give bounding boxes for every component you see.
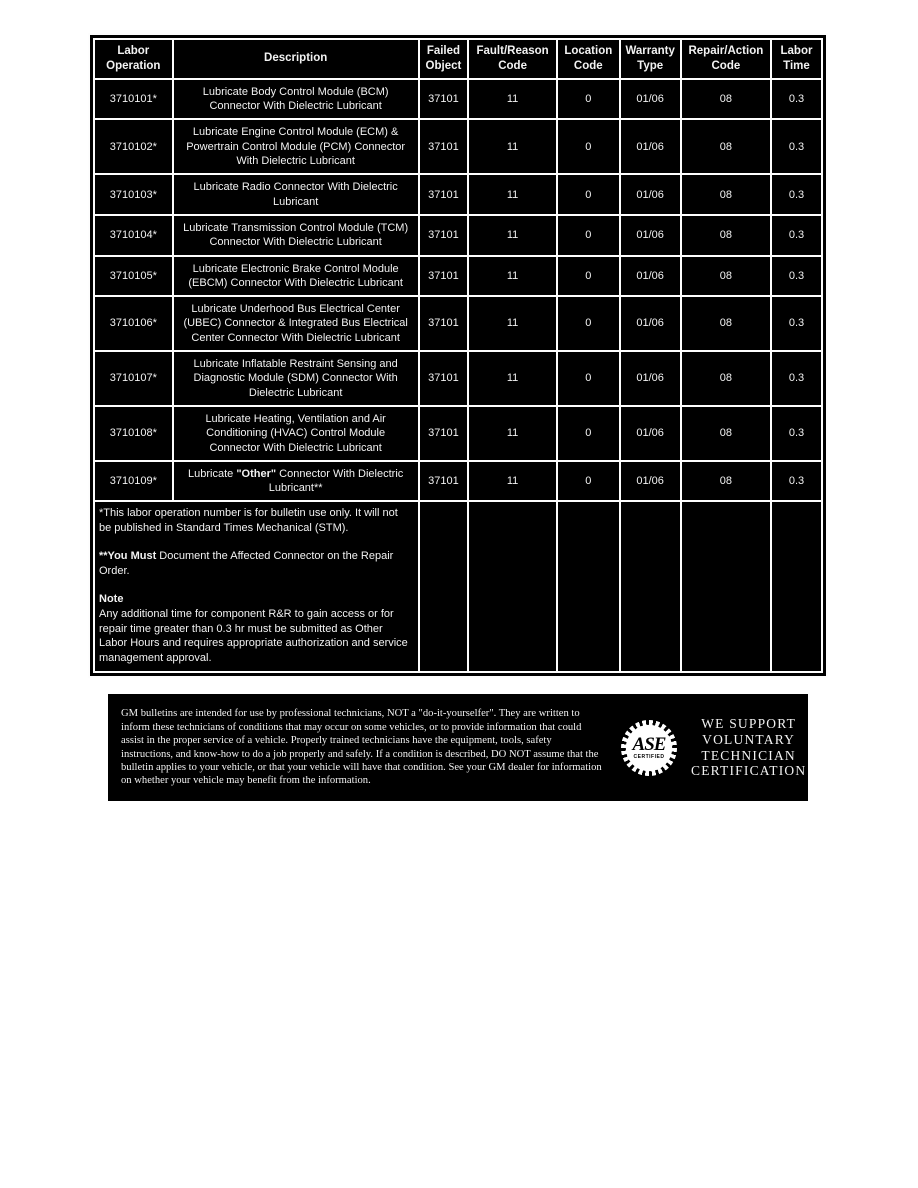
location-code-cell: 0 (557, 461, 620, 502)
repair-action-cell: 08 (681, 351, 771, 406)
header-failed-object: Failed Object (419, 39, 469, 79)
repair-action-cell: 08 (681, 79, 771, 120)
table-row (94, 406, 822, 461)
labor-time-cell: 0.3 (771, 119, 822, 174)
labor-time-cell: 0.3 (771, 174, 822, 215)
labor-time-cell: 0.3 (771, 256, 822, 297)
location-code-cell: 0 (557, 406, 620, 461)
warranty-type-cell: 01/06 (620, 296, 681, 351)
header-repair-action-code: Repair/Action Code (681, 39, 771, 79)
fault-reason-cell: 11 (468, 406, 557, 461)
support-line: CERTIFICATION (691, 763, 807, 779)
description-cell: Lubricate Underhood Bus Electrical Center (UBEC) Connector & Integrated Bus Electrical Center Connector With Dielectric Lubricant (173, 296, 419, 351)
table-row (94, 79, 822, 120)
table-row (94, 461, 822, 502)
fault-reason-cell: 11 (468, 296, 557, 351)
footnote-row (94, 501, 822, 672)
labor-time-cell: 0.3 (771, 351, 822, 406)
empty-cell (557, 501, 620, 672)
description-cell: Lubricate Electronic Brake Control Module (EBCM) Connector With Dielectric Lubricant (173, 256, 419, 297)
empty-cell (681, 501, 771, 672)
location-code-cell: 0 (557, 79, 620, 120)
warranty-type-cell: 01/06 (620, 119, 681, 174)
header-location-code: Location Code (557, 39, 620, 79)
fault-reason-cell: 11 (468, 351, 557, 406)
labor-operation-cell: 3710104* (94, 215, 173, 256)
failed-object-cell: 37101 (419, 79, 469, 120)
location-code-cell: 0 (557, 351, 620, 406)
failed-object-cell: 37101 (419, 296, 469, 351)
ase-gear-icon (621, 720, 677, 776)
footnote-you-must (99, 549, 413, 578)
failed-object-cell: 37101 (419, 119, 469, 174)
fault-reason-cell: 11 (468, 256, 557, 297)
labor-operation-cell: 3710106* (94, 296, 173, 351)
table-row (94, 215, 822, 256)
gm-bulletin-disclaimer: GM bulletins are intended for use by professional technicians, NOT a "do-it-yourselfer". They are written to inform these technicians of conditions that may occur on some vehicles, or to provide information that could assist in the proper service of a vehicle. Properly trained technicians have the equipment, tools, safety instructions, and know-how to do a job properly and safely. If a condition is described, DO NOT assume that the bulletin applies to your vehicle, or that your vehicle will have that condition. See your GM dealer for information on whether your vehicle may benefit from the information. (121, 708, 602, 787)
ase-logo (613, 720, 685, 776)
footnote-bulletin-use: *This labor operation number is for bulletin use only. It will not be published in Standard Times Mechanical (STM). (99, 507, 398, 534)
header-warranty-type: Warranty Type (620, 39, 681, 79)
warranty-type-cell: 01/06 (620, 406, 681, 461)
labor-operation-cell: 3710109* (94, 461, 173, 502)
fault-reason-cell: 11 (468, 79, 557, 120)
labor-operations-table (93, 38, 823, 673)
repair-action-cell: 08 (681, 256, 771, 297)
footnote-cell (94, 501, 419, 672)
table-row (94, 256, 822, 297)
description-cell: Lubricate Radio Connector With Dielectric Lubricant (173, 174, 419, 215)
warranty-type-cell: 01/06 (620, 174, 681, 215)
empty-cell (468, 501, 557, 672)
description-cell: Lubricate Transmission Control Module (TCM) Connector With Dielectric Lubricant (173, 215, 419, 256)
labor-operation-cell: 3710103* (94, 174, 173, 215)
description-text: Lubricate (188, 467, 237, 480)
warranty-type-cell: 01/06 (620, 461, 681, 502)
fault-reason-cell: 11 (468, 215, 557, 256)
labor-time-cell: 0.3 (771, 296, 822, 351)
empty-cell (771, 501, 822, 672)
table-header-row (94, 39, 822, 79)
location-code-cell: 0 (557, 174, 620, 215)
header-description: Description (173, 39, 419, 79)
description-cell: Lubricate Body Control Module (BCM) Connector With Dielectric Lubricant (173, 79, 419, 120)
certification-banner (108, 694, 808, 801)
failed-object-cell: 37101 (419, 406, 469, 461)
labor-operations-table-frame (88, 33, 828, 678)
fault-reason-cell: 11 (468, 461, 557, 502)
fault-reason-cell: 11 (468, 174, 557, 215)
header-fault-reason-code: Fault/Reason Code (468, 39, 557, 79)
location-code-cell: 0 (557, 256, 620, 297)
labor-time-cell: 0.3 (771, 79, 822, 120)
failed-object-cell: 37101 (419, 215, 469, 256)
labor-operation-cell: 3710108* (94, 406, 173, 461)
warranty-type-cell: 01/06 (620, 351, 681, 406)
failed-object-cell: 37101 (419, 174, 469, 215)
support-line: WE SUPPORT (701, 715, 797, 731)
labor-operation-cell: 3710105* (94, 256, 173, 297)
labor-time-cell: 0.3 (771, 406, 822, 461)
repair-action-cell: 08 (681, 406, 771, 461)
header-labor-operation: Labor Operation (94, 39, 173, 79)
repair-action-cell: 08 (681, 296, 771, 351)
description-cell: Lubricate Inflatable Restraint Sensing and Diagnostic Module (SDM) Connector With Dielectric Lubricant (173, 351, 419, 406)
empty-cell (419, 501, 469, 672)
header-labor-time: Labor Time (771, 39, 822, 79)
description-cell: Lubricate Heating, Ventilation and Air Conditioning (HVAC) Control Module Connector With Dielectric Lubricant (173, 406, 419, 461)
repair-action-cell: 08 (681, 215, 771, 256)
ase-certified-text: CERTIFIED (633, 753, 665, 760)
warranty-type-cell: 01/06 (620, 79, 681, 120)
location-code-cell: 0 (557, 215, 620, 256)
ase-logo-text: ASE (632, 733, 666, 755)
footnote-note-body: Any additional time for component R&R to gain access or for repair time greater than 0.3 hr must be submitted as Other Labor Hours and requires appropriate authorization and service management approval. (99, 607, 408, 664)
labor-operation-cell: 3710102* (94, 119, 173, 174)
table-row (94, 119, 822, 174)
location-code-cell: 0 (557, 119, 620, 174)
table-row (94, 174, 822, 215)
location-code-cell: 0 (557, 296, 620, 351)
fault-reason-cell: 11 (468, 119, 557, 174)
footnote-note-label: Note (99, 593, 124, 606)
description-cell (173, 461, 419, 502)
description-bold-text: "Other" (236, 467, 277, 480)
description-text: Connector With Dielectric Lubricant** (268, 467, 404, 495)
failed-object-cell: 37101 (419, 351, 469, 406)
repair-action-cell: 08 (681, 119, 771, 174)
warranty-type-cell: 01/06 (620, 256, 681, 297)
we-support-text (685, 716, 806, 780)
repair-action-cell: 08 (681, 174, 771, 215)
footnote-you-must-rest: Document the Affected Connector on the Repair Order. (99, 550, 394, 577)
table-row (94, 351, 822, 406)
support-line: VOLUNTARY (702, 731, 796, 747)
repair-action-cell: 08 (681, 461, 771, 502)
labor-time-cell: 0.3 (771, 215, 822, 256)
support-line: TECHNICIAN (701, 747, 796, 763)
table-row (94, 296, 822, 351)
failed-object-cell: 37101 (419, 461, 469, 502)
labor-operation-cell: 3710101* (94, 79, 173, 120)
labor-time-cell: 0.3 (771, 461, 822, 502)
warranty-type-cell: 01/06 (620, 215, 681, 256)
footnote-note-block (99, 592, 413, 665)
labor-operation-cell: 3710107* (94, 351, 173, 406)
footnote-you-must-bold: **You Must (99, 550, 157, 563)
description-cell: Lubricate Engine Control Module (ECM) & Powertrain Control Module (PCM) Connector With Dielectric Lubricant (173, 119, 419, 174)
failed-object-cell: 37101 (419, 256, 469, 297)
empty-cell (620, 501, 681, 672)
